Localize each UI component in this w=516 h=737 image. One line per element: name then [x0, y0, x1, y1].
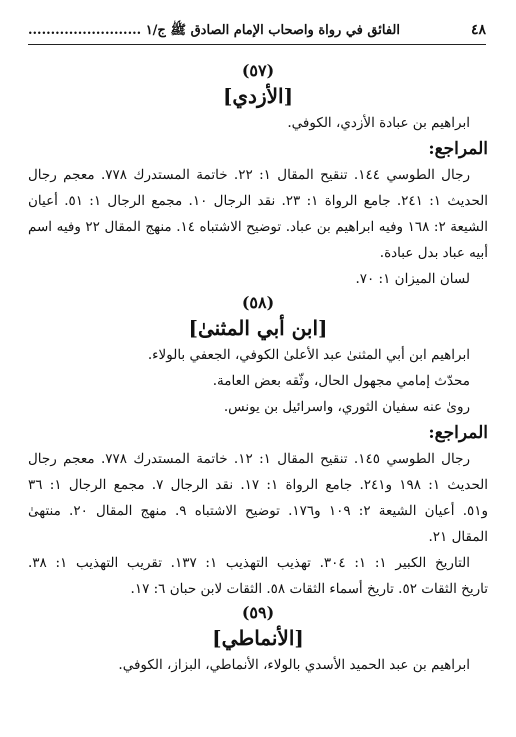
entry-58	[28, 292, 488, 602]
entry-59	[28, 602, 488, 678]
page-header	[28, 22, 486, 44]
references-heading: المراجع:	[428, 139, 488, 159]
references-heading: المراجع:	[428, 423, 488, 443]
bio-line: ابراهيم بن عبادة الأزدي، الكوفي.	[287, 115, 470, 131]
reference-line: الشيعة ٢: ١٦٨ وفيه ابراهيم بن عباد. توضيح الاشتباه ١٤. منهج المقال ٢٢ وفيه اسم	[28, 219, 489, 235]
entry-number: (٥٨)	[241, 293, 275, 312]
running-title: الفائق في رواة واصحاب الإمام الصادق ﷺ ج/١ .........................	[28, 23, 400, 38]
bio-line: روىٰ عنه سفيان الثوري، واسرائيل بن يونس.	[223, 399, 470, 415]
entry-title: [ابن أبي المثنىٰ]	[188, 316, 328, 340]
page-content	[28, 60, 488, 678]
bio-line: ابراهيم ابن أبي المثنىٰ عبد الأعلىٰ الكوفي، الجعفي بالولاء.	[147, 347, 470, 363]
entry-57	[28, 60, 488, 292]
entry-title: [الأنماطي]	[212, 626, 304, 650]
reference-line: التاريخ الكبير ١: ١: ٣٠٤. تهذيب التهذيب ١: ١٣٧. تقريب التهذيب ١: ٣٨.	[28, 555, 471, 571]
reference-line: أبيه عباد بدل عبادة.	[379, 245, 488, 261]
bio-line: محدّث إمامي مجهول الحال، وثّقه بعض العامة.	[212, 373, 470, 389]
entry-number: (٥٩)	[241, 603, 275, 622]
reference-line: الحديث ١: ٢٤١. جامع الرواة ١: ٢٣. نقد الرجال ١٠. مجمع الرجال ١: ٥١. أعيان	[28, 193, 489, 209]
page-number: ٤٨	[470, 22, 486, 38]
reference-line: المقال ٢١.	[428, 529, 488, 545]
reference-line: لسان الميزان ١: ٧٠.	[355, 271, 470, 287]
entry-number: (٥٧)	[241, 61, 275, 80]
reference-line: الحديث ١: ١٩٨ و٢٤١. جامع الرواة ١: ١٧. نقد الرجال ٧. مجمع الرجال ١: ٣٦	[28, 477, 489, 493]
reference-line: تاريخ الثقات ٥٢. تاريخ أسماء الثقات ٥٨. الثقات لابن حبان ٦: ١٧.	[130, 581, 488, 597]
entry-title: [الأزدي]	[222, 84, 294, 108]
header-rule	[28, 44, 486, 45]
bio-line: ابراهيم بن عبد الحميد الأسدي بالولاء، الأنماطي، البزاز، الكوفي.	[118, 657, 470, 673]
reference-line: رجال الطوسي ١٤٥. تنقيح المقال ١: ١٢. خاتمة المستدرك ٧٧٨. معجم رجال	[28, 451, 470, 467]
reference-line: و٥١. أعيان الشيعة ٢: ١٠٩ و١٧٦. توضيح الاشتباه ٩. منهج المقال ٢٠. منتهىٰ	[28, 503, 489, 519]
reference-line: رجال الطوسي ١٤٤. تنقيح المقال ١: ٢٢. خاتمة المستدرك ٧٧٨. معجم رجال	[28, 167, 470, 183]
